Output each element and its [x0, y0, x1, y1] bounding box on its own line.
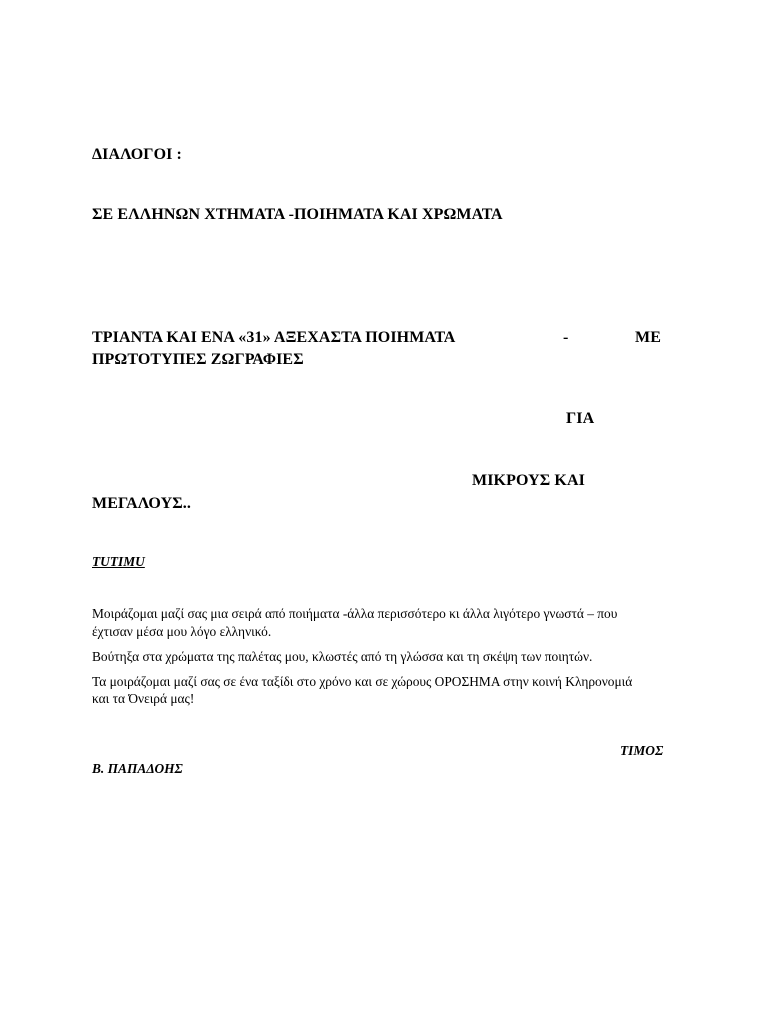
author-tag: TUTIMU [92, 554, 145, 569]
heading-dialogues: ΔΙΑΛΟΓΟΙ : [92, 146, 182, 163]
paragraph-1-line-1: Μοιράζομαι μαζί σας μια σειρά από ποιήματα -άλλα περισσότερο κι άλλα λιγότερο γνωστά – που [92, 606, 618, 621]
title-small-and: ΜΙΚΡΟΥΣ ΚΑΙ [472, 472, 585, 489]
signature-last-name: Β. ΠΑΠΑΔΟΗΣ [92, 761, 183, 776]
paragraph-3-line-2: και τα Όνειρά μας! [92, 691, 195, 706]
paragraph-1-line-2: έχτισαν μέσα μου λόγο ελληνικό. [92, 624, 272, 639]
signature-first-name: ΤΙΜΟΣ [620, 743, 664, 758]
title-big: ΜΕΓΑΛΟΥΣ.. [92, 495, 191, 512]
title-line-1-dash: - [563, 329, 569, 346]
title-line-2: ΠΡΩΤΟΤΥΠΕΣ ΖΩΓΡΑΦΙΕΣ [92, 351, 304, 368]
heading-subtitle: ΣΕ ΕΛΛΗΝΩΝ ΧΤΗΜΑΤΑ -ΠΟΙΗΜΑΤΑ ΚΑΙ ΧΡΩΜΑΤΑ [92, 206, 503, 223]
paragraph-3-line-1: Τα μοιράζομαι μαζί σας σε ένα ταξίδι στο χρόνο και σε χώρους ΟΡΟΣΗΜΑ στην κοινή Κληρονομιά [92, 674, 633, 689]
title-line-1-end: ΜΕ [635, 329, 661, 346]
title-line-1: ΤΡΙΑΝΤΑ ΚΑΙ ΕΝΑ «31» ΑΞΕΧΑΣΤΑ ΠΟΙΗΜΑΤΑ [92, 329, 456, 346]
title-for: ΓΙΑ [566, 410, 595, 427]
paragraph-2: Βούτηξα στα χρώματα της παλέτας μου, κλωστές από τη γλώσσα και τη σκέψη των ποιητών. [92, 649, 593, 664]
